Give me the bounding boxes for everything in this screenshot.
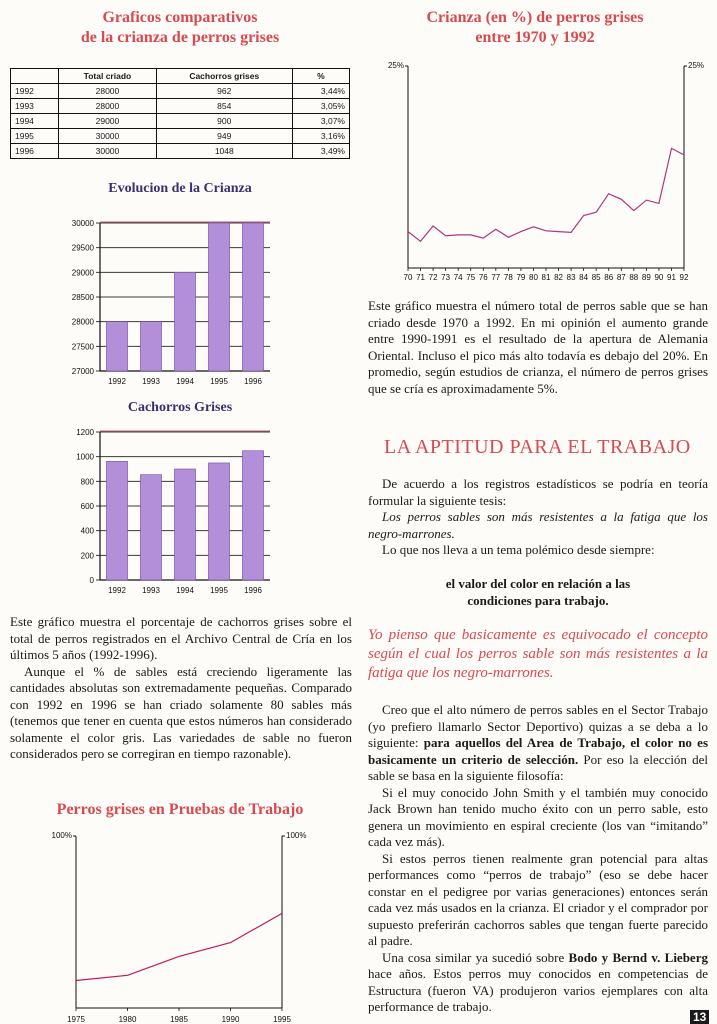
bar — [106, 322, 127, 371]
x-tick-label: 1990 — [221, 1015, 240, 1024]
y-tick-label: 400 — [80, 526, 94, 536]
right-paragraph-1: Este gráfico muestra el número total de perros sable que se han criado desde 1970 a 1992. En mi opinión el aumento grande entre 1990-1991 es el resultado de la apertura de Alemania Oriental. Incluso el pico más alto todavía es debajo del 20%. En promedio, según estudios de crianza, el número de perros grises que se cría es aproximadamente 5%. — [368, 298, 708, 396]
left-paragraph-1: Este gráfico muestra el porcentaje de cachorros grises sobre el total de perros registrados en el Archivo Central de Cría en los últimos 5 años (1992-1996). — [10, 614, 352, 662]
x-tick-label: 75 — [466, 273, 476, 282]
table-cell: 949 — [156, 129, 292, 144]
right-text-3 — [368, 702, 708, 1016]
work-text-end: Por eso la elección del sable se basa en la siguiente filosofía: — [368, 751, 708, 783]
bar — [242, 451, 263, 580]
table-row — [11, 99, 350, 114]
right-text-2 — [368, 476, 708, 559]
x-tick-label: 1994 — [176, 377, 194, 386]
table-cell: 1996 — [11, 144, 59, 159]
right-paragraph-potential: Si estos perros tienen realmente gran potencial para altas performances como “perros de trabajo” (eso se debe hacer constar en el pedigree por varias generaciones) entonces serán cada vez más usados en la crianza. El criador y el comprador por supuesto preferirán cachorros sables que tengan fuerte parecido al padre. — [368, 850, 708, 948]
chart-cachorros — [60, 422, 350, 607]
left-text — [10, 614, 352, 763]
x-tick-label: 81 — [541, 273, 551, 282]
table-cell: 28000 — [59, 99, 157, 114]
center-bold-line2: condiciones para trabajo. — [467, 593, 609, 608]
y-tick-label: 1200 — [76, 428, 94, 437]
y-tick-label: 800 — [80, 477, 94, 487]
thesis-statement: Los perros sables son más resistentes a la fatiga que los negro-marrones. — [368, 509, 708, 541]
x-tick-label: 1985 — [170, 1015, 188, 1024]
x-tick-label: 1975 — [67, 1015, 85, 1024]
y-max-label-right: 25% — [688, 61, 705, 70]
x-tick-label: 79 — [516, 273, 526, 282]
table-cell: 900 — [156, 114, 292, 129]
y-tick-label: 27000 — [71, 367, 94, 376]
x-tick-label: 74 — [453, 273, 463, 282]
bar — [140, 322, 161, 371]
bar — [242, 223, 263, 371]
section-heading: LA APTITUD PARA EL TRABAJO — [384, 436, 691, 458]
x-tick-label: 1992 — [108, 586, 126, 595]
thesis-lead: Lo que nos lleva a un tema polémico desde siempre: — [382, 542, 655, 557]
table-cell: 1048 — [156, 144, 292, 159]
right-paragraph-work — [368, 702, 708, 785]
x-tick-label: 84 — [579, 273, 589, 282]
table-cell: 1993 — [11, 99, 59, 114]
x-tick-label: 89 — [641, 273, 651, 282]
x-tick-label: 1995 — [210, 377, 228, 386]
crianza-title-line2: entre 1970 y 1992 — [475, 29, 595, 46]
table-row — [11, 84, 350, 99]
y-tick-label: 29500 — [71, 243, 94, 253]
x-tick-label: 1993 — [142, 377, 160, 386]
table-header-cell — [11, 69, 59, 84]
x-tick-label: 73 — [441, 273, 451, 282]
bar — [208, 463, 229, 580]
x-tick-label: 82 — [554, 273, 563, 282]
table-row — [11, 144, 350, 159]
x-tick-label: 1992 — [108, 377, 126, 386]
data-line — [408, 148, 684, 241]
x-tick-label: 83 — [566, 273, 576, 282]
crianza-title-line1: Crianza (en %) de perros grises — [426, 9, 644, 26]
y-max-label-right: 100% — [286, 831, 307, 840]
table-cell: 1995 — [11, 129, 59, 144]
thesis-intro: De acuerdo a los registros estadísticos se podría en teoría formular la siguiente tesis: — [368, 476, 708, 508]
chart1-title: Evolucion de la Crianza — [108, 181, 252, 196]
x-tick-label: 1993 — [142, 586, 160, 595]
x-tick-label: 72 — [428, 273, 438, 282]
x-tick-label: 91 — [667, 273, 676, 282]
right-paragraph-bodo — [368, 950, 708, 1016]
table-cell: 1994 — [11, 114, 59, 129]
y-tick-label: 600 — [80, 502, 94, 511]
table-cell: 3,16% — [292, 129, 349, 144]
page-number: 13 — [690, 1010, 709, 1024]
chart4-title: Perros grises en Pruebas de Trabajo — [56, 801, 304, 818]
table-cell: 1992 — [11, 84, 59, 99]
x-tick-label: 1995 — [273, 1015, 291, 1024]
y-tick-label: 28500 — [71, 293, 94, 302]
bar — [140, 475, 161, 580]
data-line — [76, 913, 282, 980]
table-cell: 3,44% — [292, 84, 349, 99]
comparative-title-line1: Graficos comparativos — [102, 9, 258, 26]
x-tick-label: 92 — [679, 273, 689, 282]
chart-pruebas-trabajo — [38, 826, 344, 1024]
table-header-cell: % — [292, 69, 349, 84]
x-tick-label: 71 — [416, 273, 425, 282]
comparative-title — [20, 8, 340, 48]
table-header-cell: Total criado — [59, 69, 157, 84]
table-cell: 3,49% — [292, 144, 349, 159]
bodo-text-start: Una cosa similar ya sucedió sobre — [382, 949, 569, 965]
y-tick-label: 0 — [89, 576, 94, 585]
y-tick-label: 28000 — [71, 317, 94, 327]
table-cell: 30000 — [59, 144, 157, 159]
breeding-table — [10, 68, 350, 159]
y-max-label-left: 25% — [387, 61, 404, 70]
x-tick-label: 1994 — [176, 586, 194, 595]
table-cell: 3,07% — [292, 114, 349, 129]
y-tick-label: 30000 — [71, 219, 94, 228]
x-tick-label: 1995 — [210, 586, 228, 595]
chart-crianza-1970-1992 — [378, 58, 713, 290]
bar — [174, 272, 195, 371]
x-tick-label: 90 — [654, 273, 664, 282]
right-paragraph-smith: Si el muy conocido John Smith y el también muy conocido Jack Brown han tenido mucho éxito con un perro sable, esto genera un movimiento en espiral creciente (los van “imitando” cada vez más). — [368, 784, 708, 849]
y-tick-label: 29000 — [71, 268, 94, 278]
pull-quote: Yo pienso que basicamente es equivocado el concepto según el cual los perros sable son más resistentes a la fatiga que los negro-marrones. — [368, 627, 708, 681]
x-tick-label: 70 — [403, 273, 413, 282]
y-tick-label: 200 — [80, 551, 94, 561]
x-tick-label: 1996 — [244, 377, 262, 386]
y-max-label-left: 100% — [51, 831, 72, 840]
left-paragraph-2: Aunque el % de sables está creciendo ligeramente las cantidades absolutas son extremadamente pequeñas. Comparado con 1992 en 1996 se han criado solamente 80 sables más (tenemos que tener en cuenta que estos números han considerado solamente el color gris. Las variedades de sable no fueron considerados pero se corregiran en tiempo razonable). — [10, 663, 352, 761]
table-row — [11, 129, 350, 144]
x-tick-label: 86 — [604, 273, 614, 282]
bar — [174, 469, 195, 580]
bar — [208, 223, 229, 371]
bodo-text-end: hace años. Estos perros muy conocidos en competencias de Estructura (fueron VA) produjeron varios ejemplares con alta performance de trabajo. — [368, 966, 708, 1014]
table-cell: 3,05% — [292, 99, 349, 114]
x-tick-label: 76 — [478, 273, 488, 282]
x-tick-label: 77 — [491, 273, 501, 282]
table-cell: 962 — [156, 84, 292, 99]
x-tick-label: 1980 — [118, 1015, 137, 1024]
crianza-title — [370, 8, 700, 48]
work-text-start: Creo que el alto número de perros sables en el Sector Trabajo (yo prefiero llamarlo Sector Deportivo) quizas a se deba a lo siguiente: — [368, 702, 708, 750]
chart2-title: Cachorros Grises — [127, 400, 233, 415]
x-tick-label: 80 — [529, 273, 538, 282]
center-bold-line1: el valor del color en relación a las — [445, 576, 631, 591]
bodo-text-bold: Bodo y Bernd v. Lieberg — [568, 949, 708, 965]
x-tick-label: 78 — [503, 273, 513, 282]
work-text-bold: para aquellos del Area de Trabajo, el color no es basicamente un criterio de selección. — [368, 735, 708, 767]
right-text-1 — [368, 298, 708, 397]
table-header-row — [11, 69, 350, 84]
table-cell: 854 — [156, 99, 292, 114]
x-tick-label: 85 — [591, 273, 601, 282]
x-tick-label: 88 — [629, 273, 639, 282]
y-tick-label: 1000 — [76, 452, 94, 462]
table-cell: 30000 — [59, 129, 157, 144]
x-tick-label: 87 — [616, 273, 626, 282]
x-tick-label: 1996 — [244, 586, 262, 595]
table-header-cell: Cachorros grises — [156, 69, 292, 84]
y-tick-label: 27500 — [71, 342, 94, 352]
table-row — [11, 114, 350, 129]
center-bold-statement — [368, 575, 708, 609]
table-cell: 28000 — [59, 84, 157, 99]
chart-evolucion — [60, 213, 350, 398]
bar — [106, 461, 127, 580]
comparative-title-line2: de la crianza de perros grises — [80, 29, 280, 46]
table-cell: 29000 — [59, 114, 157, 129]
